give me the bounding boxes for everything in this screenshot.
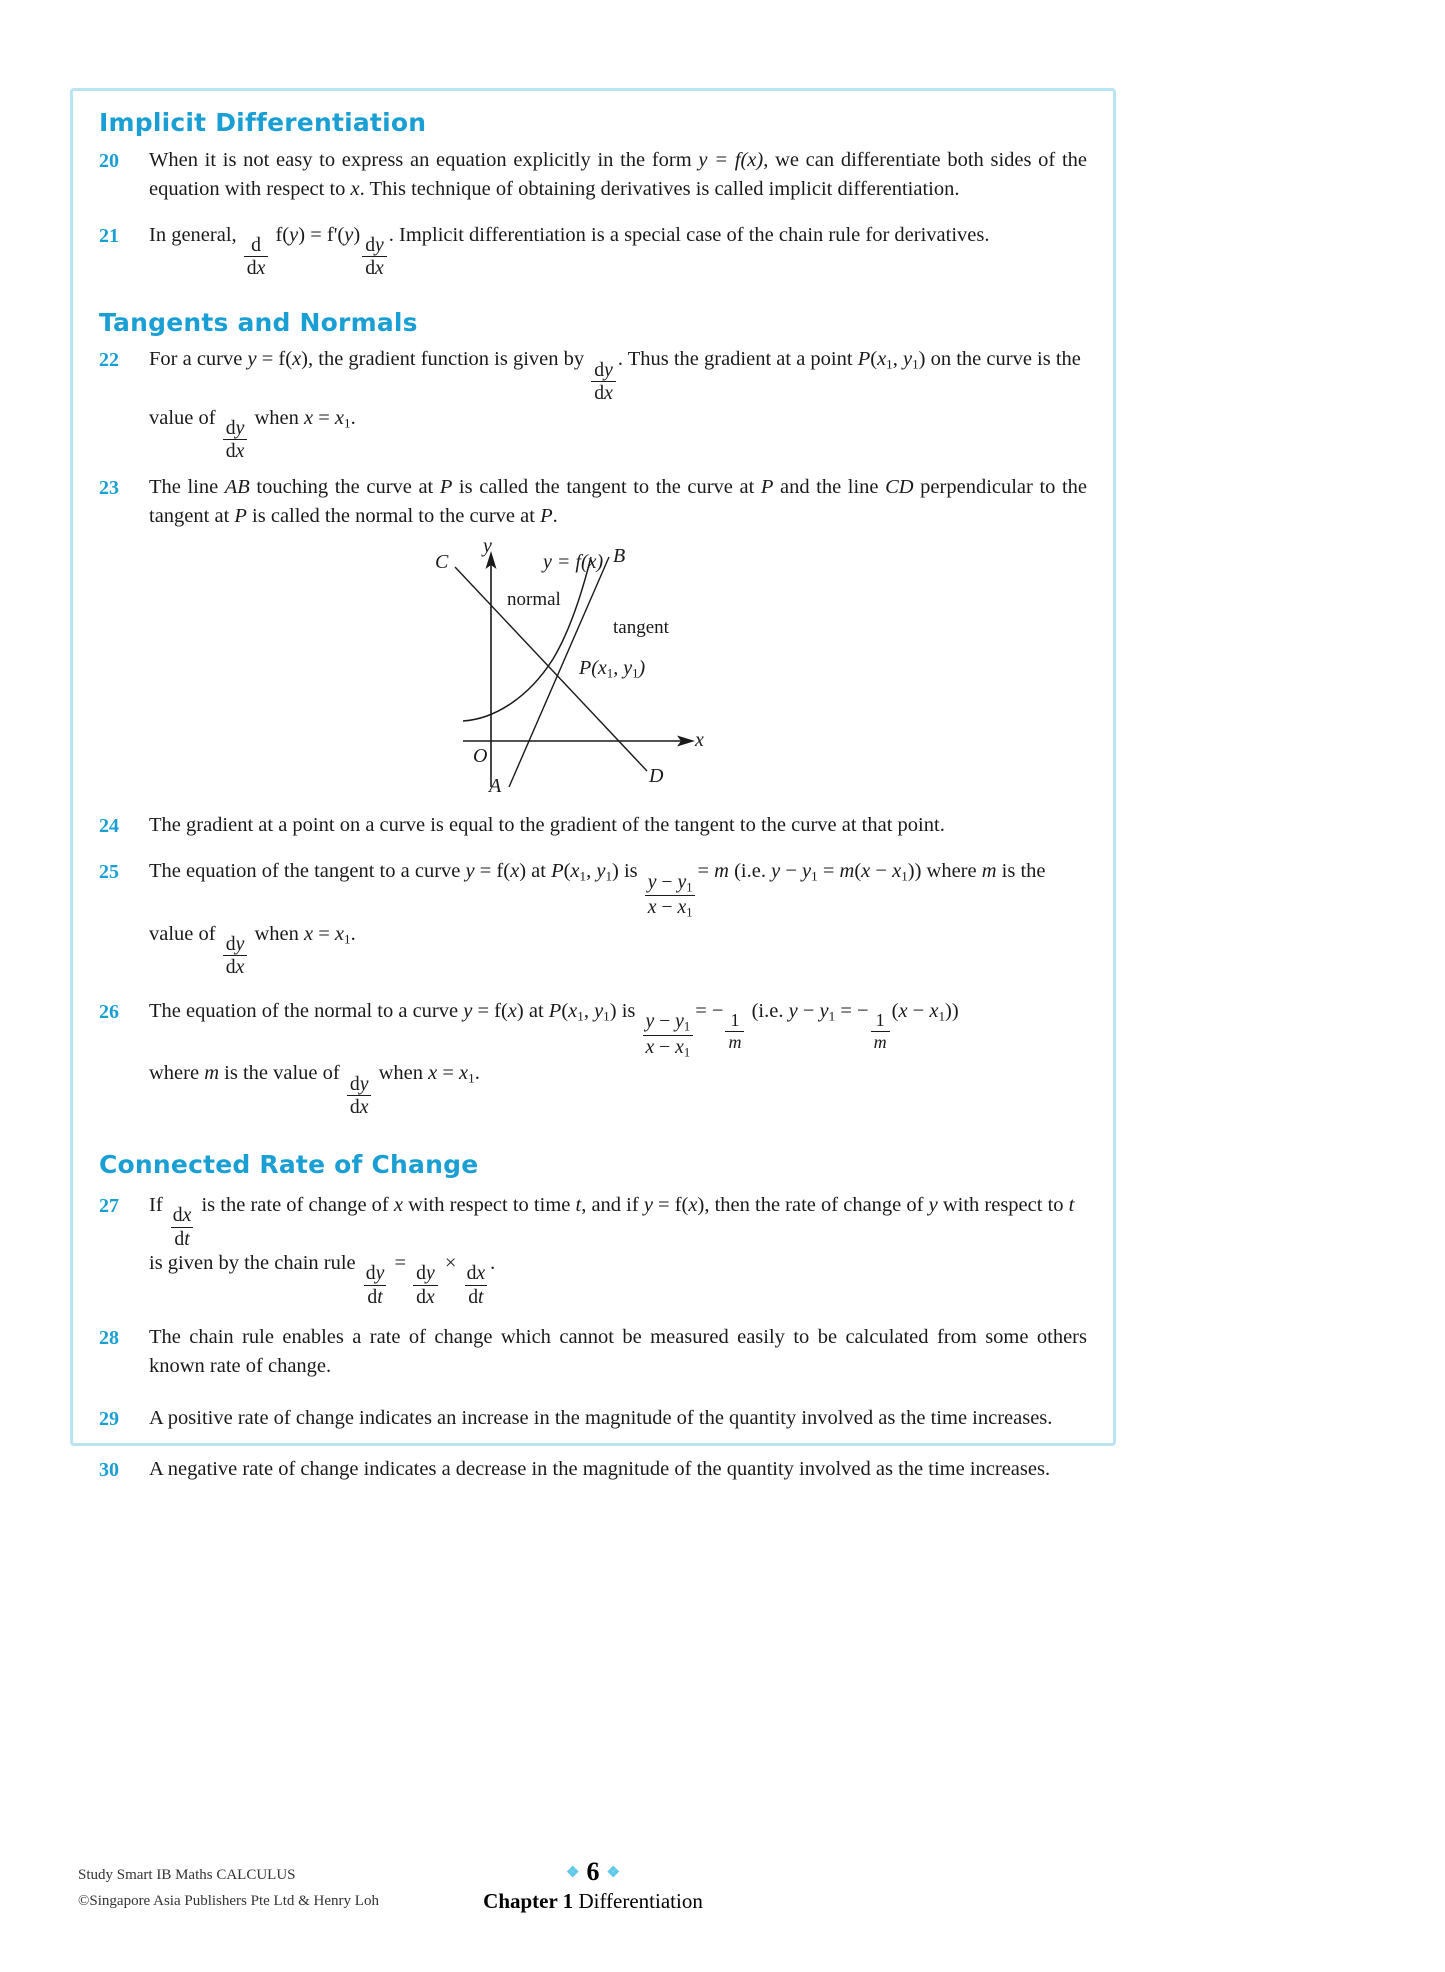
item25-point: $P(x_1$, $y_1$): [551, 860, 619, 884]
item-number-24: 24: [99, 814, 119, 837]
item23-part1: The line: [149, 475, 225, 498]
fraction-denominator: dt: [364, 1285, 385, 1307]
item23-point-p4: P: [540, 504, 553, 527]
item-number-27: 27: [99, 1194, 119, 1217]
item22-part5: when: [249, 406, 304, 429]
item23-part4: and the line: [773, 475, 886, 498]
item25-condition: $x = x_1$: [303, 922, 351, 947]
item27-part4: , and if: [581, 1193, 644, 1216]
item23-point-p: P: [439, 475, 453, 498]
fraction-numerator: $y - y_1$: [647, 870, 693, 895]
fraction-numerator: dx: [466, 1262, 486, 1285]
item27-part6: with respect to: [937, 1193, 1069, 1216]
fraction-denominator: dx: [362, 256, 387, 278]
item25-curve: y = f(x): [465, 860, 527, 883]
item22-part1: For a curve: [149, 348, 248, 371]
chapter-number: Chapter 1: [483, 1888, 574, 1913]
item-number-28: 28: [99, 1327, 119, 1350]
fraction-one-over-m-2: [871, 1011, 890, 1052]
figure-label-c: C: [435, 550, 449, 573]
item21-part1: In general,: [149, 223, 242, 246]
fraction-normal-gradient: [643, 1011, 694, 1059]
item26-point: $P(x_1$, $y_1$): [548, 999, 617, 1024]
item25-part1: The equation of the tangent to a curve: [149, 860, 466, 883]
item-body-21: [149, 221, 1087, 279]
item27-y-variable: y: [928, 1193, 938, 1216]
item22-condition: $x = x_1$: [303, 406, 351, 431]
item26-part6: when: [373, 1062, 429, 1085]
item20-part1: When it is not easy to express an equation explicitly in the form: [149, 148, 699, 171]
content-frame: [70, 88, 1116, 1481]
item27-part8: .: [490, 1252, 496, 1275]
item26-paren-close: $(x - x_1)$): [891, 999, 959, 1024]
item20-variable: x: [350, 177, 360, 200]
fraction-dy-dx-2: [223, 418, 248, 462]
figure-label-point-p: $P(x_1$, $y_1$): [579, 656, 646, 681]
item-body-23: [149, 473, 1087, 531]
item-body-28: The chain rule enables a rate of change which cannot be measured easily to be calculated from some others known rate of change.: [149, 1326, 1087, 1378]
fraction-numerator: dy: [225, 416, 245, 439]
footer-title-line: Study Smart IB Maths CALCULUS: [78, 1867, 296, 1883]
item-body-30: A negative rate of change indicates a decrease in the magnitude of the quantity involved as the time increases.: [149, 1457, 1051, 1480]
list-item: [99, 473, 1087, 531]
item-body-25: [149, 857, 1087, 978]
footer-copyright-line: ©Singapore Asia Publishers Pte Ltd & Henry Loh: [78, 1893, 379, 1910]
list-item: [99, 811, 1087, 840]
figure-label-x-axis: x: [695, 728, 704, 751]
fraction-dx-dt-2: [464, 1263, 489, 1307]
item23-line-ab: AB: [224, 475, 250, 498]
item25-m-variable: m: [981, 860, 997, 883]
chapter-line: [483, 1889, 703, 1914]
item22-point: $P(x_1$, $y_1$): [857, 348, 926, 373]
item22-part3: . Thus the gradient at a point: [617, 348, 858, 371]
item-number-21: 21: [99, 224, 119, 247]
item-number-25: 25: [99, 861, 119, 884]
fraction-numerator: dy: [349, 1072, 369, 1095]
item26-curve: y = f(x): [463, 999, 524, 1022]
item27-part5: , then the rate of change of: [704, 1193, 929, 1216]
fraction-numerator: dx: [172, 1204, 192, 1227]
item22-part4: on the curve is the value of: [149, 348, 1081, 429]
list-item: [99, 146, 1087, 204]
tangent-normal-figure: [99, 534, 1087, 807]
item27-t-variable: t: [575, 1193, 582, 1216]
item22-curve: y = f(x): [247, 348, 308, 371]
item23-part3: is called the tangent to the curve at: [452, 475, 761, 498]
fraction-denominator: dx: [223, 955, 248, 977]
figure-label-tangent: tangent: [613, 616, 669, 638]
item23-part6: is called the normal to the curve at: [246, 504, 541, 527]
item25-equals-m: = m: [697, 860, 729, 883]
item25-paren: (i.e. $y - y_1 = m(x - x_1)$) where: [728, 860, 982, 884]
item25-part3: is: [618, 860, 643, 883]
item-number-29: 29: [99, 1407, 119, 1430]
fraction-numerator: d: [251, 233, 261, 256]
figure-label-y-axis: y: [483, 534, 492, 557]
fraction-numerator: dy: [416, 1262, 435, 1285]
fraction-dy-dt: [363, 1263, 388, 1307]
section-heading-tangents-and-normals: Tangents and Normals: [99, 307, 418, 337]
item27-curve: y = f(x): [643, 1193, 705, 1216]
item27-equals: =: [389, 1252, 412, 1275]
list-item: [99, 1191, 1087, 1307]
page-number: 6: [586, 1857, 600, 1886]
item26-paren-open: (i.e. $y - y_1$ = −: [746, 999, 869, 1024]
item27-part1: If: [149, 1193, 168, 1216]
list-item: [99, 1455, 1087, 1484]
item20-equation: y = f(x): [698, 148, 764, 171]
item22-part6: .: [350, 406, 356, 429]
item26-part3: is: [616, 999, 641, 1022]
fraction-denominator: $x - x_1$: [643, 1035, 694, 1060]
item21-mid: f(y) = f'(y): [275, 223, 361, 246]
item-body-22: [149, 345, 1087, 461]
fraction-dy-dx: [591, 360, 616, 404]
figure-inner: [433, 534, 753, 797]
fraction-numerator: 1: [875, 1010, 885, 1031]
fraction-dy-dx: [413, 1263, 438, 1307]
item20-part2: , we can differentiate both sides of the equation with respect to: [149, 148, 1087, 200]
diamond-right-icon: ❖: [606, 1865, 620, 1882]
item-body-26: [149, 997, 1087, 1118]
item23-point-p3: P: [234, 504, 247, 527]
fraction-d-dx: [244, 235, 269, 279]
fraction-denominator: dt: [171, 1227, 192, 1249]
item25-part5: when: [249, 922, 304, 945]
item23-point-p2: P: [760, 475, 774, 498]
fraction-denominator: dx: [223, 439, 248, 461]
curve-path: [463, 557, 591, 721]
item-body-20: [149, 146, 1087, 204]
item20-part3: . This technique of obtaining derivatives is called implicit differentiation.: [359, 177, 960, 200]
item26-part5: is the value of: [219, 1062, 345, 1085]
fraction-numerator: dy: [225, 932, 245, 955]
diamond-left-icon: ❖: [566, 1865, 580, 1882]
fraction-numerator: $y - y_1$: [645, 1010, 691, 1034]
fraction-denominator: $x - x_1$: [645, 895, 696, 920]
fraction-tangent-gradient: [645, 872, 696, 920]
list-item: [99, 345, 1087, 461]
section-heading-implicit-differentiation: Implicit Differentiation: [99, 108, 427, 137]
fraction-denominator: m: [725, 1031, 744, 1052]
fraction-dy-dx: [362, 235, 387, 279]
item26-m-variable: m: [204, 1062, 220, 1085]
item-number-22: 22: [99, 349, 119, 372]
fraction-denominator: dx: [591, 381, 616, 403]
fraction-denominator: dt: [465, 1285, 486, 1307]
item21-part2: . Implicit differentiation is a special case of the chain rule for derivatives.: [388, 223, 990, 246]
list-item: [99, 1404, 1087, 1433]
fraction-numerator: dy: [365, 233, 384, 256]
fraction-dy-dx: [223, 934, 248, 978]
item27-part7: is given by the chain rule: [149, 1252, 361, 1275]
item23-part7: .: [552, 504, 558, 527]
item25-part4: is the value of: [149, 860, 1046, 945]
item-body-29: A positive rate of change indicates an increase in the magnitude of the quantity involved as the time increases.: [149, 1406, 1053, 1429]
item23-line-cd: CD: [885, 475, 914, 498]
item25-part2: at: [526, 860, 552, 883]
item-number-26: 26: [99, 1000, 119, 1023]
section-heading-connected-rate-of-change: Connected Rate of Change: [99, 1150, 479, 1180]
item26-part4: where: [149, 1062, 205, 1085]
item-number-23: 23: [99, 476, 119, 499]
item27-part3: with respect to time: [402, 1193, 576, 1216]
fraction-dy-dx: [347, 1074, 372, 1118]
item27-times: ×: [439, 1252, 462, 1275]
item23-part2: touching the curve at: [249, 475, 440, 498]
fraction-numerator: dy: [365, 1262, 385, 1285]
chapter-title: Differentiation: [578, 1888, 703, 1913]
item26-part1: The equation of the normal to a curve: [149, 999, 464, 1022]
fraction-numerator: 1: [730, 1010, 740, 1031]
page-footer: [70, 1857, 1116, 1942]
item-body-27: [149, 1191, 1087, 1307]
fraction-one-over-m: [725, 1011, 744, 1052]
item27-part2: is the rate of change of: [196, 1193, 394, 1216]
footer-page-info: [483, 1858, 703, 1914]
figure-label-d: D: [649, 764, 664, 787]
figure-label-origin: O: [473, 744, 488, 767]
fraction-denominator: dx: [244, 256, 269, 278]
list-item: [99, 1323, 1087, 1381]
fraction-denominator: m: [871, 1031, 890, 1052]
list-item: [99, 221, 1087, 279]
list-item: [99, 997, 1087, 1118]
fraction-dx-dt: [170, 1205, 195, 1249]
footer-credits: [78, 1862, 379, 1915]
figure-label-curve: y = f(x): [543, 550, 604, 573]
item25-part6: .: [350, 922, 356, 945]
page-number-row: [483, 1858, 703, 1887]
list-item: [99, 857, 1087, 978]
item26-part7: .: [474, 1062, 480, 1085]
figure-label-b: B: [613, 544, 626, 567]
figure-label-a: A: [489, 774, 502, 797]
item22-part2: , the gradient function is given by: [308, 348, 590, 371]
item23-part5: perpendicular to the tangent at: [149, 475, 1088, 527]
item26-condition: $x = x_1$: [428, 1062, 475, 1086]
item-number-20: 20: [99, 149, 119, 172]
fraction-numerator: dy: [594, 358, 613, 381]
item-number-30: 30: [99, 1458, 119, 1481]
fraction-denominator: dx: [347, 1095, 372, 1117]
figure-label-normal: normal: [507, 588, 561, 610]
item27-x-variable: x: [393, 1193, 403, 1216]
item27-t-variable-2: t: [1068, 1193, 1075, 1216]
item-body-24: The gradient at a point on a curve is equal to the gradient of the tangent to the curve at that point.: [149, 813, 945, 836]
item26-part2: at: [523, 999, 549, 1022]
item26-equals: = −: [695, 999, 724, 1022]
fraction-denominator: dx: [413, 1285, 438, 1307]
